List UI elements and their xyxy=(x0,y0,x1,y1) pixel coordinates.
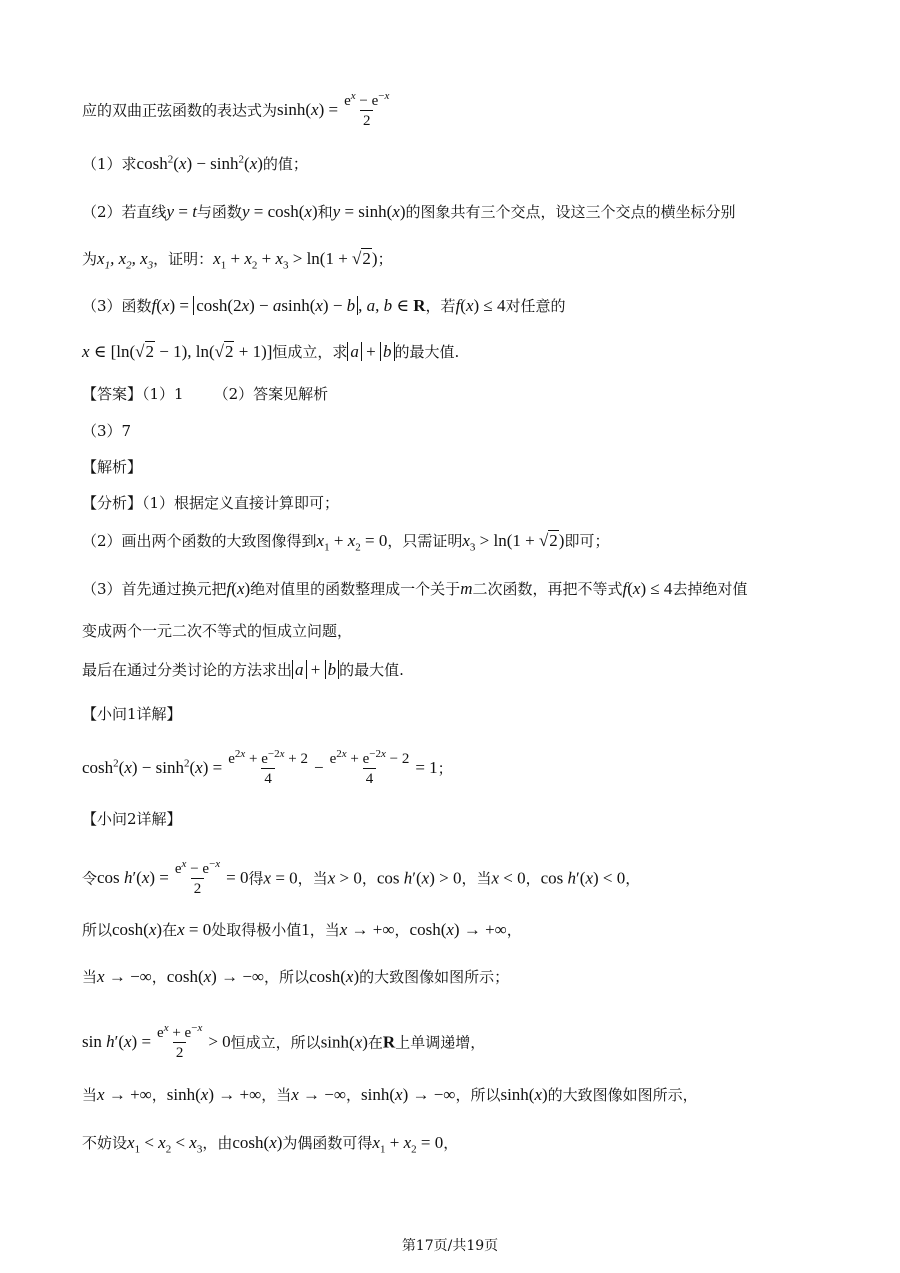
sub2-p2f: ， xyxy=(506,921,522,939)
question-3-line-1: （3）函数f(x) = cosh(2x) − asinh(x) − b , a, b ∈ R，若f(x) ≤ 4对任意的 xyxy=(82,296,566,315)
analysis-header-text: 【解析】 xyxy=(82,458,143,476)
sub2-p4a: 恒成立，所以 xyxy=(230,1033,321,1052)
sub2-p5a: 当 xyxy=(82,1086,98,1104)
sinh-definition: sinh(x) = $\frac{e^x - e^{-x}}{2}$ xyxy=(277,90,390,129)
analysis-a2c: 即可； xyxy=(564,532,610,550)
intro-text: 应的双曲正弦函数的表达式为 xyxy=(82,101,278,120)
q1-expression: $\cosh^2(x) - \sinh^2(x)$ xyxy=(136,153,263,173)
sub2-p6b: ，由 xyxy=(202,1134,233,1152)
sub2-p3c: ，所以 xyxy=(264,968,310,986)
analysis-a3d: 去掉绝对值 xyxy=(672,580,748,598)
q2-line2b: ，证明： xyxy=(153,250,214,268)
q3-tail: 对任意的 xyxy=(505,297,566,315)
answer-label: 【答案】（1）1 xyxy=(82,385,184,403)
analysis-a3c: 二次函数，再把不等式 xyxy=(472,580,623,598)
sub2-p6c: 为偶函数可得 xyxy=(282,1134,373,1152)
answer-part3-line xyxy=(82,420,860,442)
sub2-p5c: ，当 xyxy=(261,1086,292,1104)
analysis-a3e: 变成两个一元二次不等式的恒成立问题， xyxy=(82,622,353,640)
sub2-p5b: ， xyxy=(151,1086,167,1104)
question-1 xyxy=(82,153,860,175)
q3-mid: ，若 xyxy=(425,297,456,315)
sub2-p3b: ， xyxy=(151,968,167,986)
sub2-para-3: 当x → −∞，cosh(x) → −∞，所以cosh(x)的大致图像如图所示； xyxy=(82,967,510,986)
sub2-para-5: 当x → +∞，sinh(x) → +∞，当x → −∞，sinh(x) → −∞，所以sinh(x)的大致图像如图所示， xyxy=(82,1085,698,1104)
sub2-p5e: ，所以 xyxy=(455,1086,501,1104)
q2-line2a: 为 xyxy=(82,250,98,268)
q2-mid1: 与函数 xyxy=(196,203,242,221)
answer-line xyxy=(82,383,860,405)
sub1-header-text: 【小问1详解】 xyxy=(82,705,182,723)
sub2-p2e: ， xyxy=(394,921,410,939)
sub2-p2c: 处取得极小值 xyxy=(211,921,302,939)
sub2-p2a: 所以 xyxy=(82,921,113,939)
question-3-line-2: x ∈ [ln(√2 − 1), ln(√2 + 1)]恒成立，求 a + b 的最大值. xyxy=(82,342,460,361)
sub2-p4c: 上单调递增， xyxy=(395,1033,486,1052)
question-2-line-1: （2）若直线y = t与函数y = cosh(x)和y = sinh(x)的图象共有三个交点，设这三个交点的横坐标分别 xyxy=(82,202,736,221)
q3-label: （3）函数 xyxy=(82,297,152,315)
sub1-header xyxy=(82,703,860,725)
sub2-p5f: 的大致图像如图所示， xyxy=(547,1086,698,1104)
analysis-a3a: （3）首先通过换元把 xyxy=(82,580,227,598)
analysis-3-cont xyxy=(82,620,860,642)
sub2-para-1: 令cos h′(x) = $\frac{e^x - e^{-x}}{2}$ = 0得x = 0，当x > 0，cos h′(x) > 0，当x < 0，cos h′(x) < 0， xyxy=(82,858,641,897)
q3-line2b: 的最大值. xyxy=(394,343,460,361)
sub2-p4b: 在 xyxy=(367,1033,383,1052)
analysis-a1: 【分析】（1）根据定义直接计算即可； xyxy=(82,494,340,512)
sub2-para-2: 所以cosh(x)在x = 0处取得极小值1，当x → +∞，cosh(x) → +∞， xyxy=(82,920,522,939)
sub2-p6a: 不妨设 xyxy=(82,1134,128,1152)
sub1-formula: $\cosh^2(x) - \sinh^2(x)$ = $\frac{e^{2x} + e^{-2x} + 2}{4}$ − $\frac{e^{2x} + e^{-2x} - 2}{4}$ = 1； xyxy=(82,748,453,787)
q1-tail: 的值； xyxy=(262,155,308,173)
q2-mid2: 和 xyxy=(317,203,333,221)
sub2-p1b: 得 xyxy=(248,869,264,888)
page-footer: 第17页/共19页 xyxy=(401,1238,499,1254)
analysis-a3g: 的最大值. xyxy=(339,661,404,679)
sub2-p6d: ， xyxy=(443,1134,459,1152)
answer-part3: （3）7 xyxy=(82,422,132,440)
q2-label: （2）若直线 xyxy=(82,203,167,221)
analysis-a3b: 绝对值里的函数整理成一个关于 xyxy=(250,580,461,598)
sub2-p1a: 令 xyxy=(82,869,98,888)
analysis-3-last: 最后在通过分类讨论的方法求出 a + b 的最大值. xyxy=(82,660,404,679)
sub2-p1c: ，当 xyxy=(297,869,328,888)
intro-line xyxy=(82,92,860,131)
sub2-para-4: sin h′(x) = $\frac{e^x + e^{-x}}{2}$ > 0恒成立，所以sinh(x)在R上单调递增， xyxy=(82,1022,486,1061)
analysis-3: （3）首先通过换元把f(x)绝对值里的函数整理成一个关于m二次函数，再把不等式f(x) ≤ 4去掉绝对值 xyxy=(82,579,748,598)
analysis-a2a: （2）画出两个函数的大致图像得到 xyxy=(82,532,317,550)
sub2-header-text: 【小问2详解】 xyxy=(82,810,182,828)
sub2-p2d: ，当 xyxy=(309,921,340,939)
question-2-line-2: 为$x_1$, $x_2$, $x_3$，证明：$x_1 + x_2 + x_3 > \ln(1 + √2)$； xyxy=(82,249,393,272)
sub2-p3a: 当 xyxy=(82,968,98,986)
sub2-p1f: ， xyxy=(525,869,541,888)
sub2-p3d: 的大致图像如图所示； xyxy=(359,968,510,986)
analysis-header xyxy=(82,456,860,478)
sub2-p1g: ， xyxy=(625,869,641,888)
sub2-p2b: 在 xyxy=(162,921,178,939)
analysis-a3f: 最后在通过分类讨论的方法求出 xyxy=(82,661,293,679)
q1-label: （1）求 xyxy=(82,155,137,173)
sub2-para-6: 不妨设$x_1 < x_2 < x_3$，由cosh(x)为偶函数可得$x_1 + x_2 = 0$， xyxy=(82,1133,459,1156)
sub2-p1e: ，当 xyxy=(461,869,492,888)
q2-tail: 的图象共有三个交点，设这三个交点的横坐标分别 xyxy=(405,203,736,221)
answer-part2: （2）答案见解析 xyxy=(213,385,329,403)
sub1-end: ； xyxy=(437,759,453,778)
q2-line2c: ； xyxy=(377,250,393,268)
sub2-p1d: ， xyxy=(361,869,377,888)
analysis-2: （2）画出两个函数的大致图像得到$x_1 + x_2 = 0$，只需证明$x_3 > \ln(1 + √2)$即可； xyxy=(82,531,610,554)
analysis-1 xyxy=(82,492,860,514)
sub2-p5d: ， xyxy=(346,1086,362,1104)
sub2-header xyxy=(82,808,860,830)
q3-line2a: 恒成立，求 xyxy=(272,343,348,361)
analysis-a2b: ，只需证明 xyxy=(387,532,463,550)
